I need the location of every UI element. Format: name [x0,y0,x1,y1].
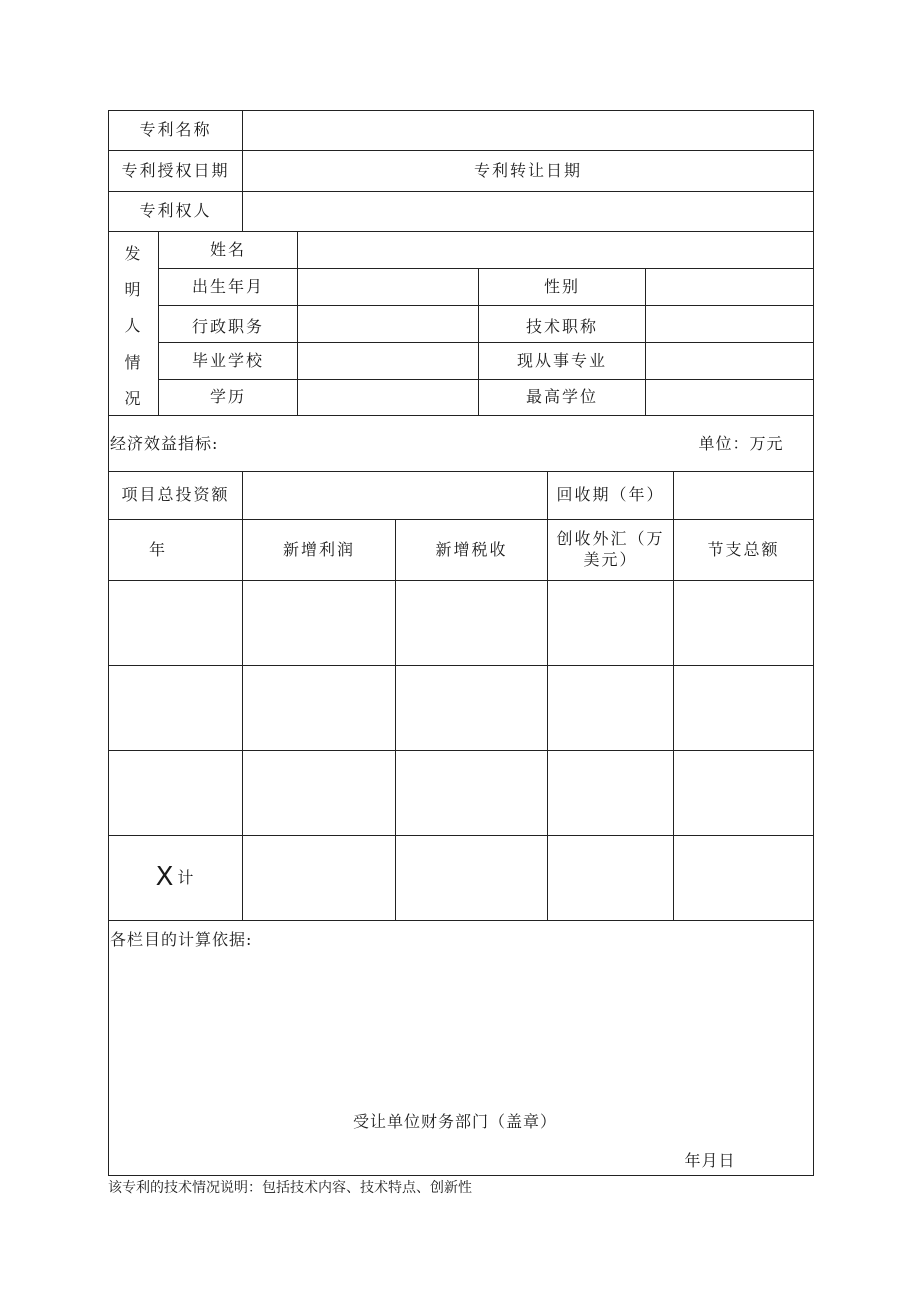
inventor-name-field[interactable] [298,232,813,268]
inventor-gender-label: 性别 [543,276,580,296]
column-header-new-tax: 新增税收 [435,539,508,559]
inventor-section-char: 情 [124,352,143,372]
inventor-education-field[interactable] [298,380,478,415]
date-label: 年月日 [684,1150,736,1170]
row-line [108,580,814,581]
payback-label: 回收期（年） [556,485,665,505]
inventor-major-label: 现从事专业 [516,350,607,370]
basis-field[interactable] [109,958,813,1088]
patent-name-field[interactable] [243,111,813,150]
inventor-gender-field[interactable] [646,269,813,305]
footer-note: 该专利的技术情况说明：包括技术内容、技术特点、创新性 [108,1179,472,1196]
column-header-forex: 创收外汇（万美元） [556,529,665,569]
inventor-section-char: 人 [124,315,143,335]
column-header-savings: 节支总额 [707,539,780,559]
inventor-section-char: 明 [124,279,143,299]
row-line [108,665,814,666]
inventor-birth-field[interactable] [298,269,478,305]
total-label-suffix: 计 [177,867,196,887]
payback-field[interactable] [674,472,813,519]
row-line [108,920,814,921]
patent-holder-field[interactable] [243,192,813,231]
frame-right [813,110,814,1176]
inventor-section-char: 况 [124,388,143,408]
economic-section-label: 经济效益指标: [110,433,219,453]
patent-grant-date-field[interactable] [243,151,443,191]
patent-transfer-date-label: 专利转让日期 [473,160,582,180]
inventor-education-label: 学历 [209,387,246,407]
inventor-tech-title-field[interactable] [646,306,813,342]
col-line [547,471,548,920]
stamp-label: 受让单位财务部门（盖章） [352,1111,557,1131]
patent-grant-date-label: 专利授权日期 [121,160,230,180]
row-line [108,415,814,416]
investment-label: 项目总投资额 [121,485,230,505]
economic-unit-label: 单位：万元 [698,433,784,453]
inventor-name-label: 姓名 [209,239,246,259]
inventor-major-field[interactable] [646,343,813,379]
basis-label: 各栏目的计算依据: [110,929,253,949]
inventor-birth-label: 出生年月 [191,276,264,296]
total-label-x: X [155,862,174,893]
patent-transfer-date-field[interactable] [613,151,813,191]
inventor-school-field[interactable] [298,343,478,379]
total-row-label [109,836,242,920]
investment-field[interactable] [243,472,547,519]
inventor-degree-label: 最高学位 [525,387,598,407]
column-header-year: 年 [148,539,167,559]
inventor-admin-title-field[interactable] [298,306,478,342]
inventor-section-char: 发 [124,243,143,263]
inventor-school-label: 毕业学校 [191,350,264,370]
row-line [108,750,814,751]
inventor-degree-field[interactable] [646,380,813,415]
patent-holder-label: 专利权人 [139,201,212,221]
patent-name-label: 专利名称 [139,120,212,140]
column-header-new-profit: 新增利润 [282,539,355,559]
inventor-admin-title-label: 行政职务 [191,317,264,337]
inventor-tech-title-label: 技术职称 [525,317,598,337]
